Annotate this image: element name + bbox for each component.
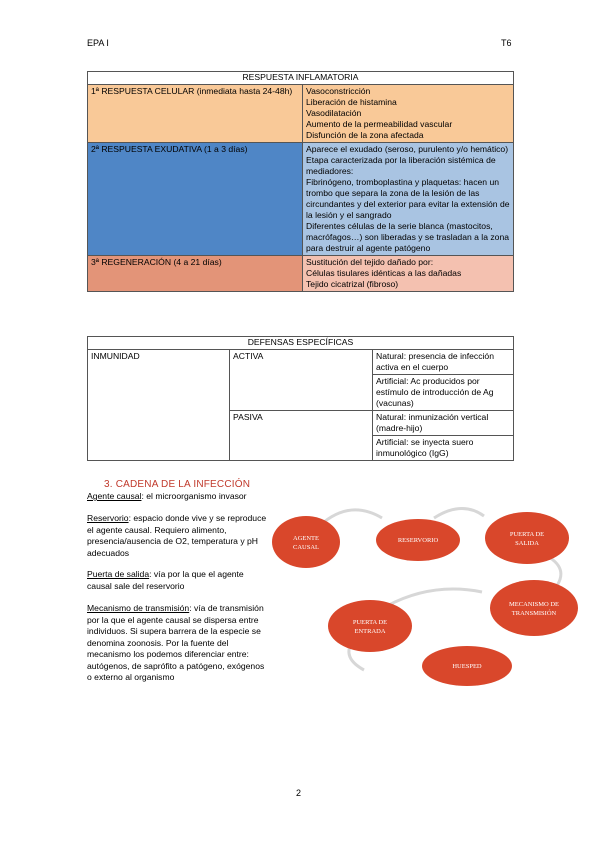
table-row xyxy=(88,85,514,143)
passive-natural: Natural: inmunización vertical (madre-hijo) xyxy=(373,411,514,436)
node-shape xyxy=(328,600,412,652)
node-shape xyxy=(272,516,340,568)
stage-items xyxy=(303,85,514,143)
header-left: EPA I xyxy=(87,38,109,48)
passive-label: PASIVA xyxy=(230,411,373,461)
node-label: ENTRADA xyxy=(354,628,386,635)
term: Puerta de salida xyxy=(87,569,150,579)
definition: : espacio donde vive y se reproduce el agente causal. Requiero alimento, presencia/ausencia de O2, temperatura y pH adecuados xyxy=(87,513,267,558)
table-title: DEFENSAS ESPECÍFICAS xyxy=(88,337,514,350)
active-artificial: Artificial: Ac producidos por estímulo de introducción de Ag (vacunas) xyxy=(373,375,514,411)
passive-artificial: Artificial: se inyecta suero inmunológico (IgG) xyxy=(373,436,514,461)
definition: : el microorganismo invasor xyxy=(141,491,247,501)
active-label: ACTIVA xyxy=(230,350,373,411)
page-number: 2 xyxy=(296,788,302,798)
table-row xyxy=(88,143,514,256)
node-agent xyxy=(272,516,340,568)
node-host xyxy=(422,646,512,686)
node-label: CAUSAL xyxy=(292,544,320,551)
node-shape xyxy=(485,512,569,564)
node-exit xyxy=(485,512,569,564)
exit-paragraph xyxy=(87,569,269,592)
item: Fibrinógeno, tromboplastina y plaquetas: hacen un trombo que separa la zona de la lesión de las circundantes y del exterior para evitar la extensión de la lesión y el sangrado xyxy=(306,177,510,220)
item: Aumento de la permeabilidad vascular xyxy=(306,119,453,129)
node-label: AGENTE xyxy=(293,535,319,542)
immunity-label: INMUNIDAD xyxy=(88,350,230,461)
stage-label: 1ª RESPUESTA CELULAR (inmediata hasta 24-48h) xyxy=(88,85,303,143)
item: Células tisulares idénticas a las dañadas xyxy=(306,268,462,278)
reservoir-paragraph xyxy=(87,513,269,559)
item: Liberación de histamina xyxy=(306,97,397,107)
node-label: SALIDA xyxy=(515,540,539,547)
specific-defenses-table xyxy=(87,336,514,461)
node-label: MECANISMO DE xyxy=(508,601,560,608)
node-reservoir xyxy=(376,519,460,561)
stage-label: 3ª REGENERACIÓN (4 a 21 días) xyxy=(88,256,303,292)
term: Mecanismo de transmisión xyxy=(87,603,190,613)
arrow-mechanism-entry xyxy=(387,589,482,606)
node-entry xyxy=(328,600,412,652)
item: Vasoconstricción xyxy=(306,86,371,96)
item: Etapa caracterizada por la liberación sistémica de mediadores: xyxy=(306,155,496,176)
node-label: RESERVORIO xyxy=(397,537,439,544)
node-label: TRANSMISIÓN xyxy=(511,610,557,617)
item: Aparece el exudado (seroso, purulento y/o hemático) xyxy=(306,144,509,154)
node-mechanism xyxy=(490,580,578,636)
infection-chain-diagram xyxy=(272,500,594,690)
definition: : vía de transmisión por la que el agente causal se dispersa entre individuos. Si supera barrera de la especie se denomina zoonosis. Por la fuente del mecanismo los podemos diferenciar entre: autógenos, de saprófito a patógeno, exógenos o externo al organismo xyxy=(87,603,265,682)
arrow-reservoir-exit xyxy=(434,508,484,518)
term: Reservorio xyxy=(87,513,129,523)
definition: : vía por la que el agente causal sale del reservorio xyxy=(87,569,244,591)
item: Diferentes células de la serie blanca (mastocitos, macrófagos…) son liberadas y se trasladan a la zona para destruir al agente patógeno xyxy=(306,221,510,253)
stage-label: 2ª RESPUESTA EXUDATIVA (1 a 3 días) xyxy=(88,143,303,256)
active-natural: Natural: presencia de infección activa en el cuerpo xyxy=(373,350,514,375)
arrow-agent-reservoir xyxy=(324,510,382,522)
item: Sustitución del tejido dañado por: xyxy=(306,257,434,267)
node-label: HUESPED xyxy=(452,663,482,670)
node-label: PUERTA DE xyxy=(352,619,388,626)
item: Disfunción de la zona afectada xyxy=(306,130,424,140)
item: Tejido cicatrizal (fibroso) xyxy=(306,279,399,289)
term: Agente causal xyxy=(87,491,142,501)
node-shape xyxy=(490,580,578,636)
stage-items xyxy=(303,256,514,292)
table-row xyxy=(88,350,514,375)
header-right: T6 xyxy=(501,38,512,48)
table-row xyxy=(88,256,514,292)
section-title: 3. CADENA DE LA INFECCIÓN xyxy=(104,479,251,490)
stage-items xyxy=(303,143,514,256)
inflammatory-response-table xyxy=(87,71,514,292)
transmission-paragraph xyxy=(87,603,269,684)
node-label: PUERTA DE xyxy=(509,531,545,538)
item: Vasodilatación xyxy=(306,108,362,118)
agent-paragraph xyxy=(87,491,287,503)
table-title: RESPUESTA INFLAMATORIA xyxy=(88,72,514,85)
